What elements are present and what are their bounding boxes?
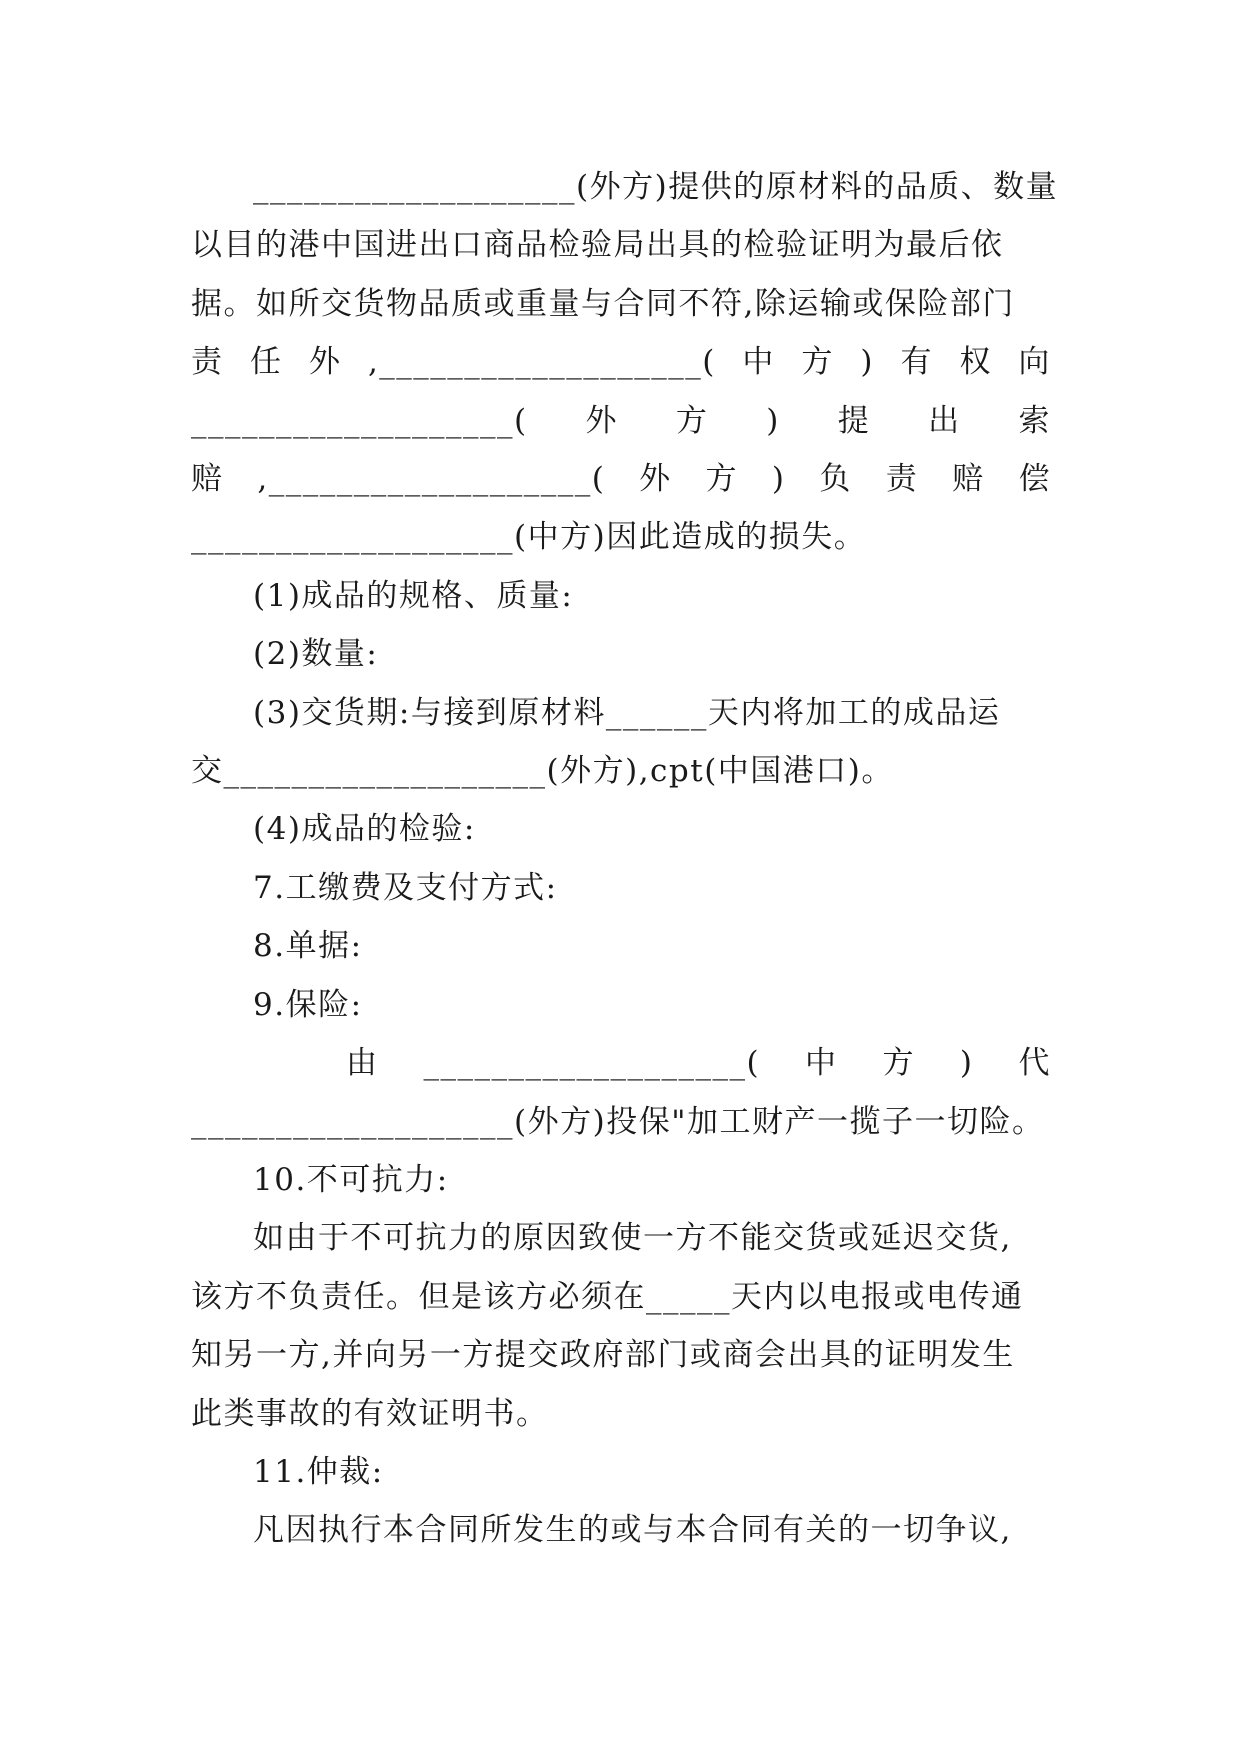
text-line: (3)交货期:与接到原材料______天内将加工的成品运	[253, 694, 1001, 731]
word: 由	[346, 1045, 379, 1082]
section-payment: 7.工缴费及支付方式:	[253, 869, 558, 906]
word: )	[771, 461, 786, 498]
word: 任	[249, 344, 283, 381]
text-line: ___________________(外方)提供的原材料的品质、数量	[253, 169, 1059, 205]
word: 外	[308, 344, 342, 381]
item-inspection: (4)成品的检验:	[253, 811, 476, 848]
word: 向	[1018, 344, 1051, 381]
paragraph-force-majeure	[191, 1209, 1051, 1443]
word: )	[766, 402, 780, 439]
text-line: ___________________(外方)投保"加工财产一揽子一切险。	[191, 1103, 1045, 1140]
word: 出	[928, 402, 961, 439]
word: 外	[639, 461, 672, 498]
word: )	[860, 344, 874, 381]
word: 提	[837, 402, 871, 439]
paragraph-insurance	[191, 1034, 1051, 1151]
text-line: ___________________(中方)因此造成的损失。	[191, 519, 867, 556]
item-quantity: (2)数量:	[253, 636, 379, 673]
word: 索	[1018, 402, 1051, 439]
word: 方	[705, 461, 739, 498]
text-line: 凡因执行本合同所发生的或与本合同有关的一切争议,	[253, 1512, 1012, 1549]
word: 负	[819, 461, 852, 498]
blank-field: ,___________________(	[367, 344, 716, 381]
text-line: 知另一方,并向另一方提交政府部门或商会出具的证明发生	[191, 1337, 1015, 1374]
paragraph-arbitration	[191, 1501, 1051, 1559]
text-line-justified	[191, 333, 1051, 391]
text-line-justified	[191, 392, 1051, 450]
section-force-majeure: 10.不可抗力:	[253, 1161, 449, 1198]
word: 方	[801, 344, 834, 381]
word: 偿	[1018, 461, 1051, 498]
word: 外	[585, 402, 618, 439]
blank-field: ,___________________(	[257, 461, 606, 498]
text-line-justified	[191, 1034, 1051, 1092]
word: 中	[742, 344, 775, 381]
text-line: 据。如所交货物品质或重量与合同不符,除运输或保险部门	[191, 285, 1015, 322]
text-line-justified	[191, 450, 1051, 508]
section-arbitration: 11.仲裁:	[253, 1453, 384, 1490]
section-insurance: 9.保险:	[253, 986, 363, 1023]
word: 方	[675, 402, 709, 439]
text-line: 该方不负责任。但是该方必须在_____天内以电报或电传通	[191, 1278, 1024, 1315]
word: 代	[1018, 1045, 1051, 1082]
word: 责	[885, 461, 919, 498]
blank-field: ___________________(	[191, 402, 528, 439]
word: 有	[900, 344, 933, 381]
word: 权	[959, 344, 992, 381]
word: 赔	[191, 461, 224, 498]
document-page	[191, 158, 1059, 1560]
text-line: 以目的港中国进出口商品检验局出具的检验证明为最后依	[191, 227, 1004, 264]
text-line: 如由于不可抗力的原因致使一方不能交货或延迟交货,	[253, 1220, 1012, 1257]
word: 赔	[952, 461, 985, 498]
text-line: 此类事故的有效证明书。	[191, 1395, 549, 1432]
word: 中	[805, 1045, 838, 1082]
paragraph-quality-basis	[191, 158, 1059, 567]
section-documents: 8.单据:	[253, 928, 363, 965]
item-spec-quality: (1)成品的规格、质量:	[253, 577, 574, 614]
text-line: 交___________________(外方),cpt(中国港口)。	[191, 753, 894, 790]
word: 责	[191, 344, 224, 381]
word: )	[959, 1045, 974, 1082]
blank-field: ___________________(	[423, 1045, 761, 1082]
item-delivery	[191, 684, 1051, 801]
word: 方	[882, 1045, 915, 1082]
